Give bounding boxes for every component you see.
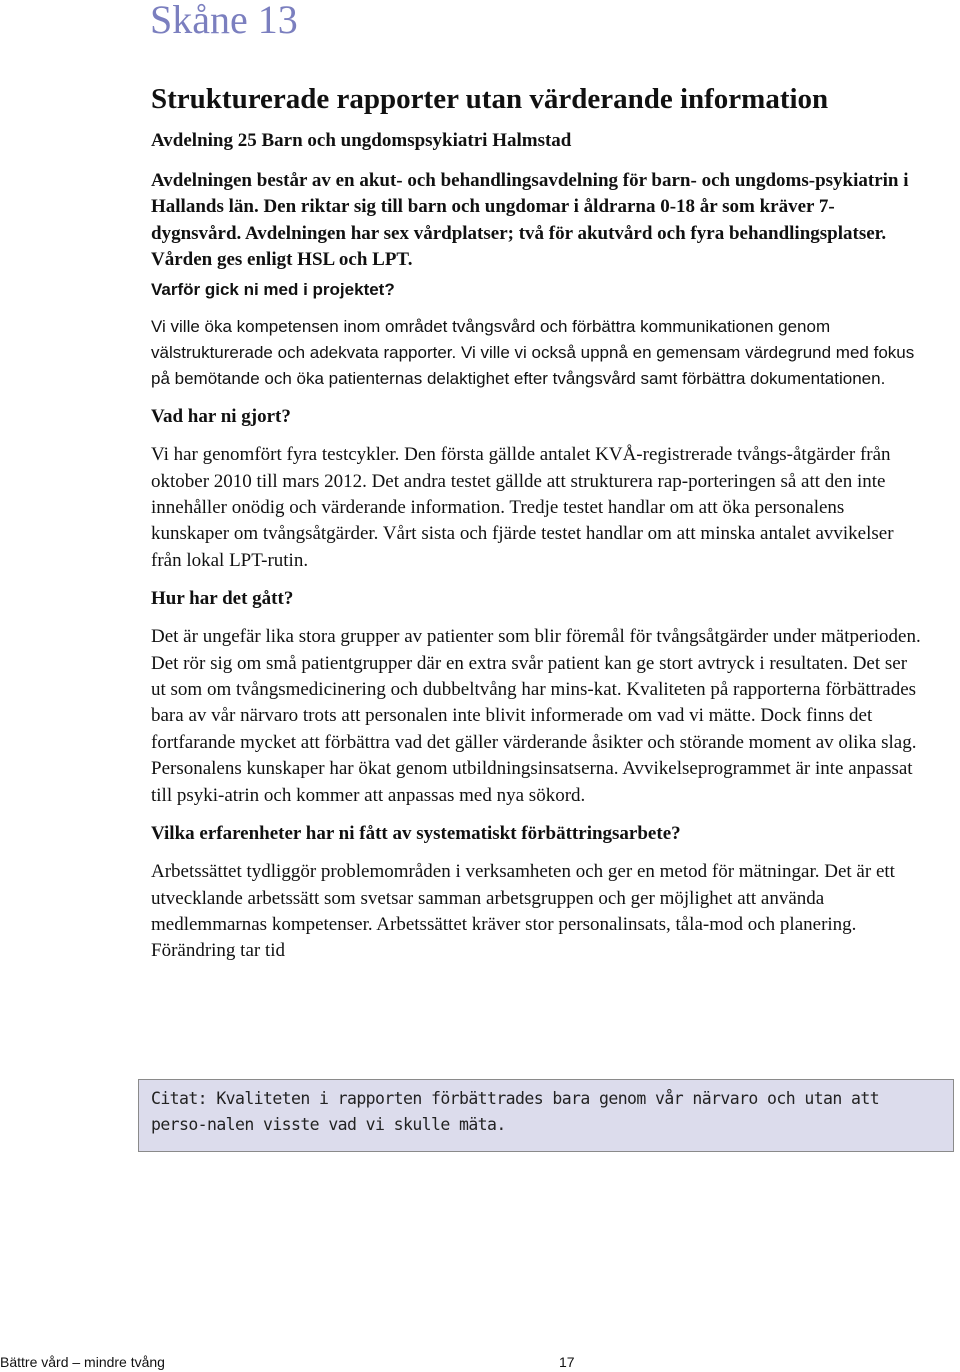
section-question: Varför gick ni med i projektet? bbox=[151, 279, 395, 299]
section-answer: Det är ungefär lika stora grupper av patienter som blir föremål för tvångsåtgärder under mätperioden. Det rör sig om små patientgrupper där en extra svår patient kan ge stort avtryck i resultaten. Det ser ut som om tvångsmedicinering och dubbeltvång har mins-kat. Kvaliteten på rapporterna förbättrades bara av vår närvaro trots att personalen inte blivit informerade om vad vi mätte. Dock finns det fortfarande mycket att förbättra vad det gäller värderande åsikter och störande moment av olika slag. Personalens kunskaper har ökat genom utbildningsinsatserna. Avvikelseprogrammet är inte anpassat till psyki-atrin och kommer att anpassas med nya sökord. bbox=[151, 626, 921, 806]
section-question: Vilka erfarenheter har ni fått av systematiskt förbättringsarbete? bbox=[151, 823, 681, 845]
footer-publication-title: Bättre vård – mindre tvång bbox=[0, 1354, 165, 1370]
article-title: Strukturerade rapporter utan värderande information bbox=[151, 83, 829, 115]
region-title: Skåne 13 bbox=[150, 0, 298, 42]
section-question: Vad har ni gjort? bbox=[151, 406, 291, 428]
section-question: Hur har det gått? bbox=[151, 588, 294, 610]
department-name: Avdelning 25 Barn och ungdomspsykiatri Halmstad bbox=[151, 130, 572, 151]
article-content bbox=[151, 80, 931, 965]
section-answer: Vi har genomfört fyra testcykler. Den första gällde antalet KVÅ-registrerade tvångs-åtgärder från oktober 2010 till mars 2012. Det andra testet gällde att strukturera rap-porteringen så att den inte innehåller onödig och värderande information. Tredje testet handlar om att öka personalens kunskaper om tvångsåtgärder. Vårt sista och fjärde testet handlar om att minska antalet avvikelser från lokal LPT-rutin. bbox=[151, 444, 894, 571]
quote-text: Citat: Kvaliteten i rapporten förbättrades bara genom vår närvaro och utan att perso-nalen visste vad vi skulle mäta. bbox=[151, 1089, 880, 1134]
quote-box bbox=[138, 1079, 954, 1152]
section-answer: Vi ville öka kompetensen inom området tvångsvård och förbättra kommunikationen genom välstrukturerade och adekvata rapporter. Vi ville vi också uppnå en gemensam värdegrund med fokus på bemötande och öka patienternas delaktighet efter tvångsvård samt förbättra dokumentationen. bbox=[151, 316, 915, 389]
intro-paragraph: Avdelningen består av en akut- och behandlingsavdelning för barn- och ungdoms-psykiatrin i Hallands län. Den riktar sig till barn och ungdomar i åldrarna 0-18 år som kräver 7-dygnsvård. Avdelningen har sex vårdplatser; två för akutvård och fyra behandlingsplatser. Vården ges enligt HSL och LPT. bbox=[151, 170, 909, 271]
section-answer: Arbetssättet tydliggör problemområden i verksamheten och ger en metod för mätningar. Det är ett utvecklande arbetssätt som svetsar samman arbetsgruppen och ger möjlighet att använda medlemmarnas kompetenser. Arbetssättet kräver stor personalinsats, tåla-mod och planering. Förändring tar tid bbox=[151, 861, 895, 962]
footer-page-number: 17 bbox=[559, 1354, 575, 1370]
